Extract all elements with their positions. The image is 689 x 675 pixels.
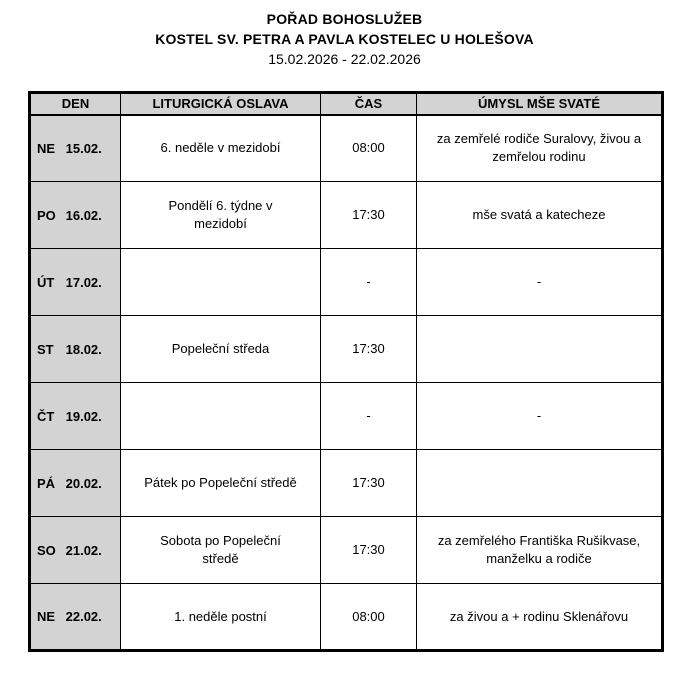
day-date: 22.02.: [65, 609, 102, 624]
col-header-celebration: LITURGICKÁ OSLAVA: [121, 93, 321, 115]
table-row: [30, 383, 663, 450]
intention-text: mše svatá a katecheze: [472, 207, 606, 222]
day-date: 21.02.: [65, 542, 102, 558]
day-abbreviation: NE: [37, 140, 56, 156]
intention-cell: [417, 517, 663, 584]
document-title: POŘAD BOHOSLUŽEB: [266, 11, 423, 27]
day-cell: [30, 584, 121, 651]
intention-cell: [417, 450, 663, 517]
celebration-text: 1. neděle postní: [174, 608, 267, 624]
header-row: [30, 93, 663, 115]
day-cell: [30, 182, 121, 249]
intention-text: -: [536, 274, 542, 289]
day-abbreviation: SO: [37, 542, 56, 558]
celebration-cell: [121, 316, 321, 383]
day-date: 17.02.: [65, 274, 102, 290]
day-abbreviation: NE: [37, 609, 56, 624]
celebration-text: Popeleční středa: [171, 341, 270, 356]
intention-text: -: [536, 408, 542, 423]
church-name: KOSTEL SV. PETRA A PAVLA KOSTELEC U HOLEŠOVA: [155, 31, 534, 47]
celebration-text: Sobota po Popeleční středě: [160, 533, 281, 566]
day-date: 15.02.: [65, 140, 102, 156]
col-header-time: ČAS: [321, 93, 417, 115]
time-cell: 08:00: [321, 584, 417, 651]
celebration-text: Pátek po Popeleční středě: [144, 475, 297, 490]
intention-cell: [417, 316, 663, 383]
intention-cell: [417, 584, 663, 651]
celebration-cell: [121, 450, 321, 517]
time-cell: 17:30: [321, 316, 417, 383]
day-date: 18.02.: [65, 341, 102, 357]
day-date: 16.02.: [65, 207, 102, 223]
day-abbreviation: ÚT: [37, 274, 55, 290]
celebration-cell: [121, 115, 321, 182]
schedule-body: [30, 115, 663, 651]
time-cell: 17:30: [321, 182, 417, 249]
intention-cell: [417, 249, 663, 316]
time-cell: 17:30: [321, 517, 417, 584]
table-row: [30, 249, 663, 316]
intention-text: za živou a + rodinu Sklenářovu: [449, 608, 629, 624]
intention-cell: [417, 383, 663, 450]
celebration-cell: [121, 383, 321, 450]
table-row: [30, 182, 663, 249]
day-cell: [30, 316, 121, 383]
celebration-text: 6. neděle v mezidobí: [160, 140, 281, 156]
date-range: 15.02.2026 - 22.02.2026: [268, 51, 421, 67]
document-header: [0, 0, 689, 69]
schedule-table-head: [30, 93, 663, 115]
schedule-table: [28, 91, 664, 652]
day-abbreviation: PÁ: [37, 475, 56, 491]
celebration-cell: [121, 249, 321, 316]
celebration-text: Pondělí 6. týdne v mezidobí: [168, 198, 273, 231]
day-cell: [30, 383, 121, 450]
day-cell: [30, 450, 121, 517]
day-cell: [30, 517, 121, 584]
celebration-cell: [121, 584, 321, 651]
intention-cell: [417, 115, 663, 182]
day-abbreviation: ČT: [37, 408, 55, 424]
time-cell: -: [321, 249, 417, 316]
time-cell: -: [321, 383, 417, 450]
intention-cell: [417, 182, 663, 249]
table-row: [30, 517, 663, 584]
table-row: [30, 316, 663, 383]
day-date: 20.02.: [65, 475, 102, 491]
intention-text: za zemřelé rodiče Suralovy, živou a zemřelou rodinu: [436, 131, 642, 165]
celebration-cell: [121, 182, 321, 249]
table-row: [30, 450, 663, 517]
day-cell: [30, 115, 121, 182]
time-cell: 17:30: [321, 450, 417, 517]
table-row: [30, 115, 663, 182]
celebration-cell: [121, 517, 321, 584]
day-abbreviation: PO: [37, 207, 56, 223]
table-row: [30, 584, 663, 651]
col-header-day: DEN: [30, 93, 121, 115]
day-abbreviation: ST: [37, 341, 54, 357]
day-cell: [30, 249, 121, 316]
intention-text: za zemřelého Františka Rušikvase, manželku a rodiče: [437, 533, 641, 566]
day-date: 19.02.: [65, 408, 102, 424]
time-cell: 08:00: [321, 115, 417, 182]
col-header-intention: ÚMYSL MŠE SVATÉ: [417, 93, 663, 115]
